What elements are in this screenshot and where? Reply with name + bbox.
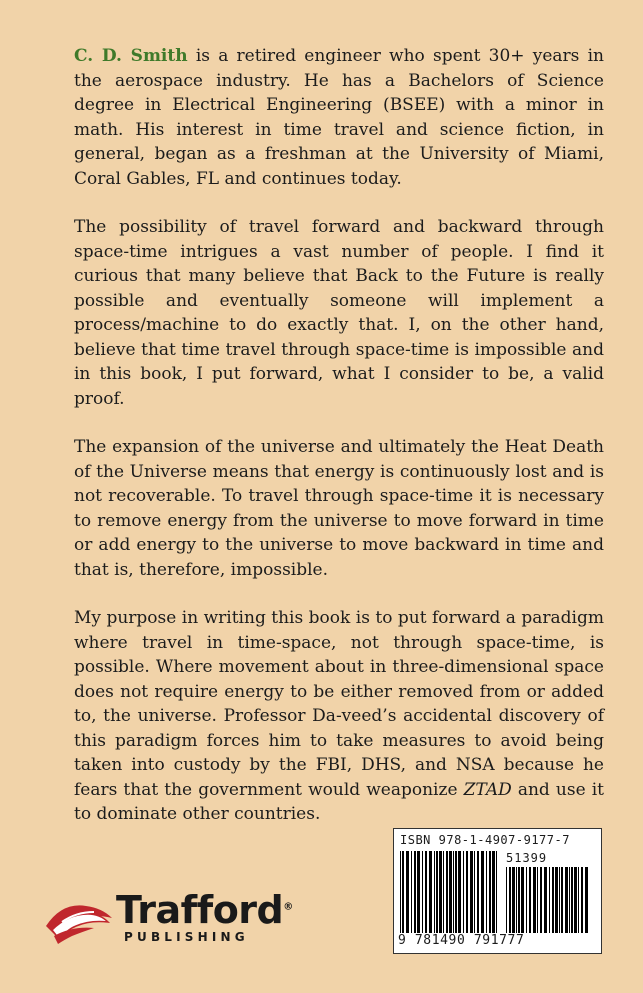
barcode-bar: [449, 851, 452, 933]
purpose-text-before: My purpose in writing this book is to put forward a paradigm where travel in time-space, not through space-time, is possible. Where movement about in three-dimensional space does not require energy to be either removed from or added to, the universe. Professor Da-veed’s accidental discovery of this paradigm forces him to take measures to avoid being taken into custody by the FBI, DHS, and NSA because he fears that the government would weaponize: [74, 608, 604, 800]
publisher-name: Trafford®: [116, 888, 293, 932]
author-bio-text: is a retired engineer who spent 30+ years in the aerospace industry. He has a Bachelors of Science degree in Electrical Engineering (BSEE) with a minor in math. His interest in time travel and science fiction, in general, began as a freshman at the University of Miami, Coral Gables, FL and continues today.: [74, 46, 604, 189]
barcode-bar: [477, 851, 479, 933]
trafford-book-icon: [42, 896, 114, 946]
barcode-bar: [574, 867, 577, 933]
barcode-bar: [425, 851, 427, 933]
barcode-bar: [429, 851, 432, 933]
barcode-bar: [455, 851, 457, 933]
barcode-bar: [565, 867, 568, 933]
barcode-bar: [533, 867, 536, 933]
barcode-bar: [549, 867, 550, 933]
barcode-bar: [518, 867, 520, 933]
barcode-bar: [561, 867, 563, 933]
barcode-bar: [506, 867, 507, 933]
barcode-bar: [569, 867, 570, 933]
barcode-bar: [411, 851, 412, 933]
addon-barcode-bars: [506, 867, 594, 933]
author-name: C. D. Smith: [74, 46, 188, 66]
ean-digits: 9 781490 791777: [398, 933, 525, 948]
barcode-bar: [458, 851, 461, 933]
barcode-bar: [400, 851, 401, 933]
barcode-bar: [453, 851, 454, 933]
paragraph-heat-death: The expansion of the universe and ultimately the Heat Death of the Universe means that energy is continuously lost and is not recoverable. To travel through space-time it is necessary to remove energy from the universe to move forward in time or add energy to the universe to move backward in time and that is, therefore, impossible.: [74, 437, 604, 580]
barcode-bar: [555, 867, 558, 933]
barcode-bar: [406, 851, 409, 933]
publisher-logo: [42, 888, 312, 948]
barcode-bar: [474, 851, 475, 933]
purpose-text-after: and use it to dominate other countries.: [74, 779, 604, 824]
price-code: 51399: [506, 851, 548, 865]
barcode-bar: [434, 851, 435, 933]
paragraph-purpose: [74, 606, 604, 827]
barcode-bar: [559, 867, 560, 933]
barcode-bar: [585, 867, 588, 933]
barcode-bar: [422, 851, 423, 933]
ztad-title: ZTAD: [463, 779, 512, 800]
barcode-bar: [521, 867, 524, 933]
barcode-bar: [466, 851, 468, 933]
barcode-bar: [463, 851, 464, 933]
barcode-bar: [540, 867, 542, 933]
isbn-text: ISBN 978-1-4907-9177-7: [400, 833, 570, 847]
ean-barcode-bars: [400, 851, 500, 933]
publisher-subtitle: PUBLISHING: [124, 930, 249, 944]
paragraph-time-travel: The possibility of travel forward and backward through space-time intrigues a vast number of people. I find it curious that many believe that Back to the Future is really possible and eventually someone will implement a process/machine to do exactly that. I, on the other hand, believe that time travel through space-time is impossible and in this book, I put forward, what I consider to be, a valid proof.: [74, 217, 604, 409]
barcode-bar: [439, 851, 442, 933]
barcode-bar: [496, 851, 497, 933]
barcode-bar: [526, 867, 527, 933]
barcode-bar: [509, 867, 511, 933]
barcode-bar: [436, 851, 438, 933]
barcode-bar: [417, 851, 420, 933]
barcode-bar: [578, 867, 579, 933]
barcode-bar: [414, 851, 416, 933]
barcode-bar: [529, 867, 531, 933]
barcode-bar: [470, 851, 473, 933]
barcode-bar: [512, 867, 515, 933]
barcode-bar: [443, 851, 444, 933]
barcode-bar: [516, 867, 517, 933]
barcode-bar: [492, 851, 495, 933]
barcode-bar: [446, 851, 448, 933]
author-bio: [74, 44, 604, 191]
isbn-barcode: [393, 828, 602, 954]
barcode-bar: [481, 851, 484, 933]
barcode-bar: [581, 867, 583, 933]
back-cover-text: [74, 44, 604, 851]
barcode-bar: [544, 867, 547, 933]
barcode-bar: [571, 867, 573, 933]
barcode-bar: [486, 851, 487, 933]
barcode-bar: [489, 851, 491, 933]
barcode-bar: [402, 851, 404, 933]
barcode-bar: [552, 867, 554, 933]
barcode-bar: [537, 867, 538, 933]
